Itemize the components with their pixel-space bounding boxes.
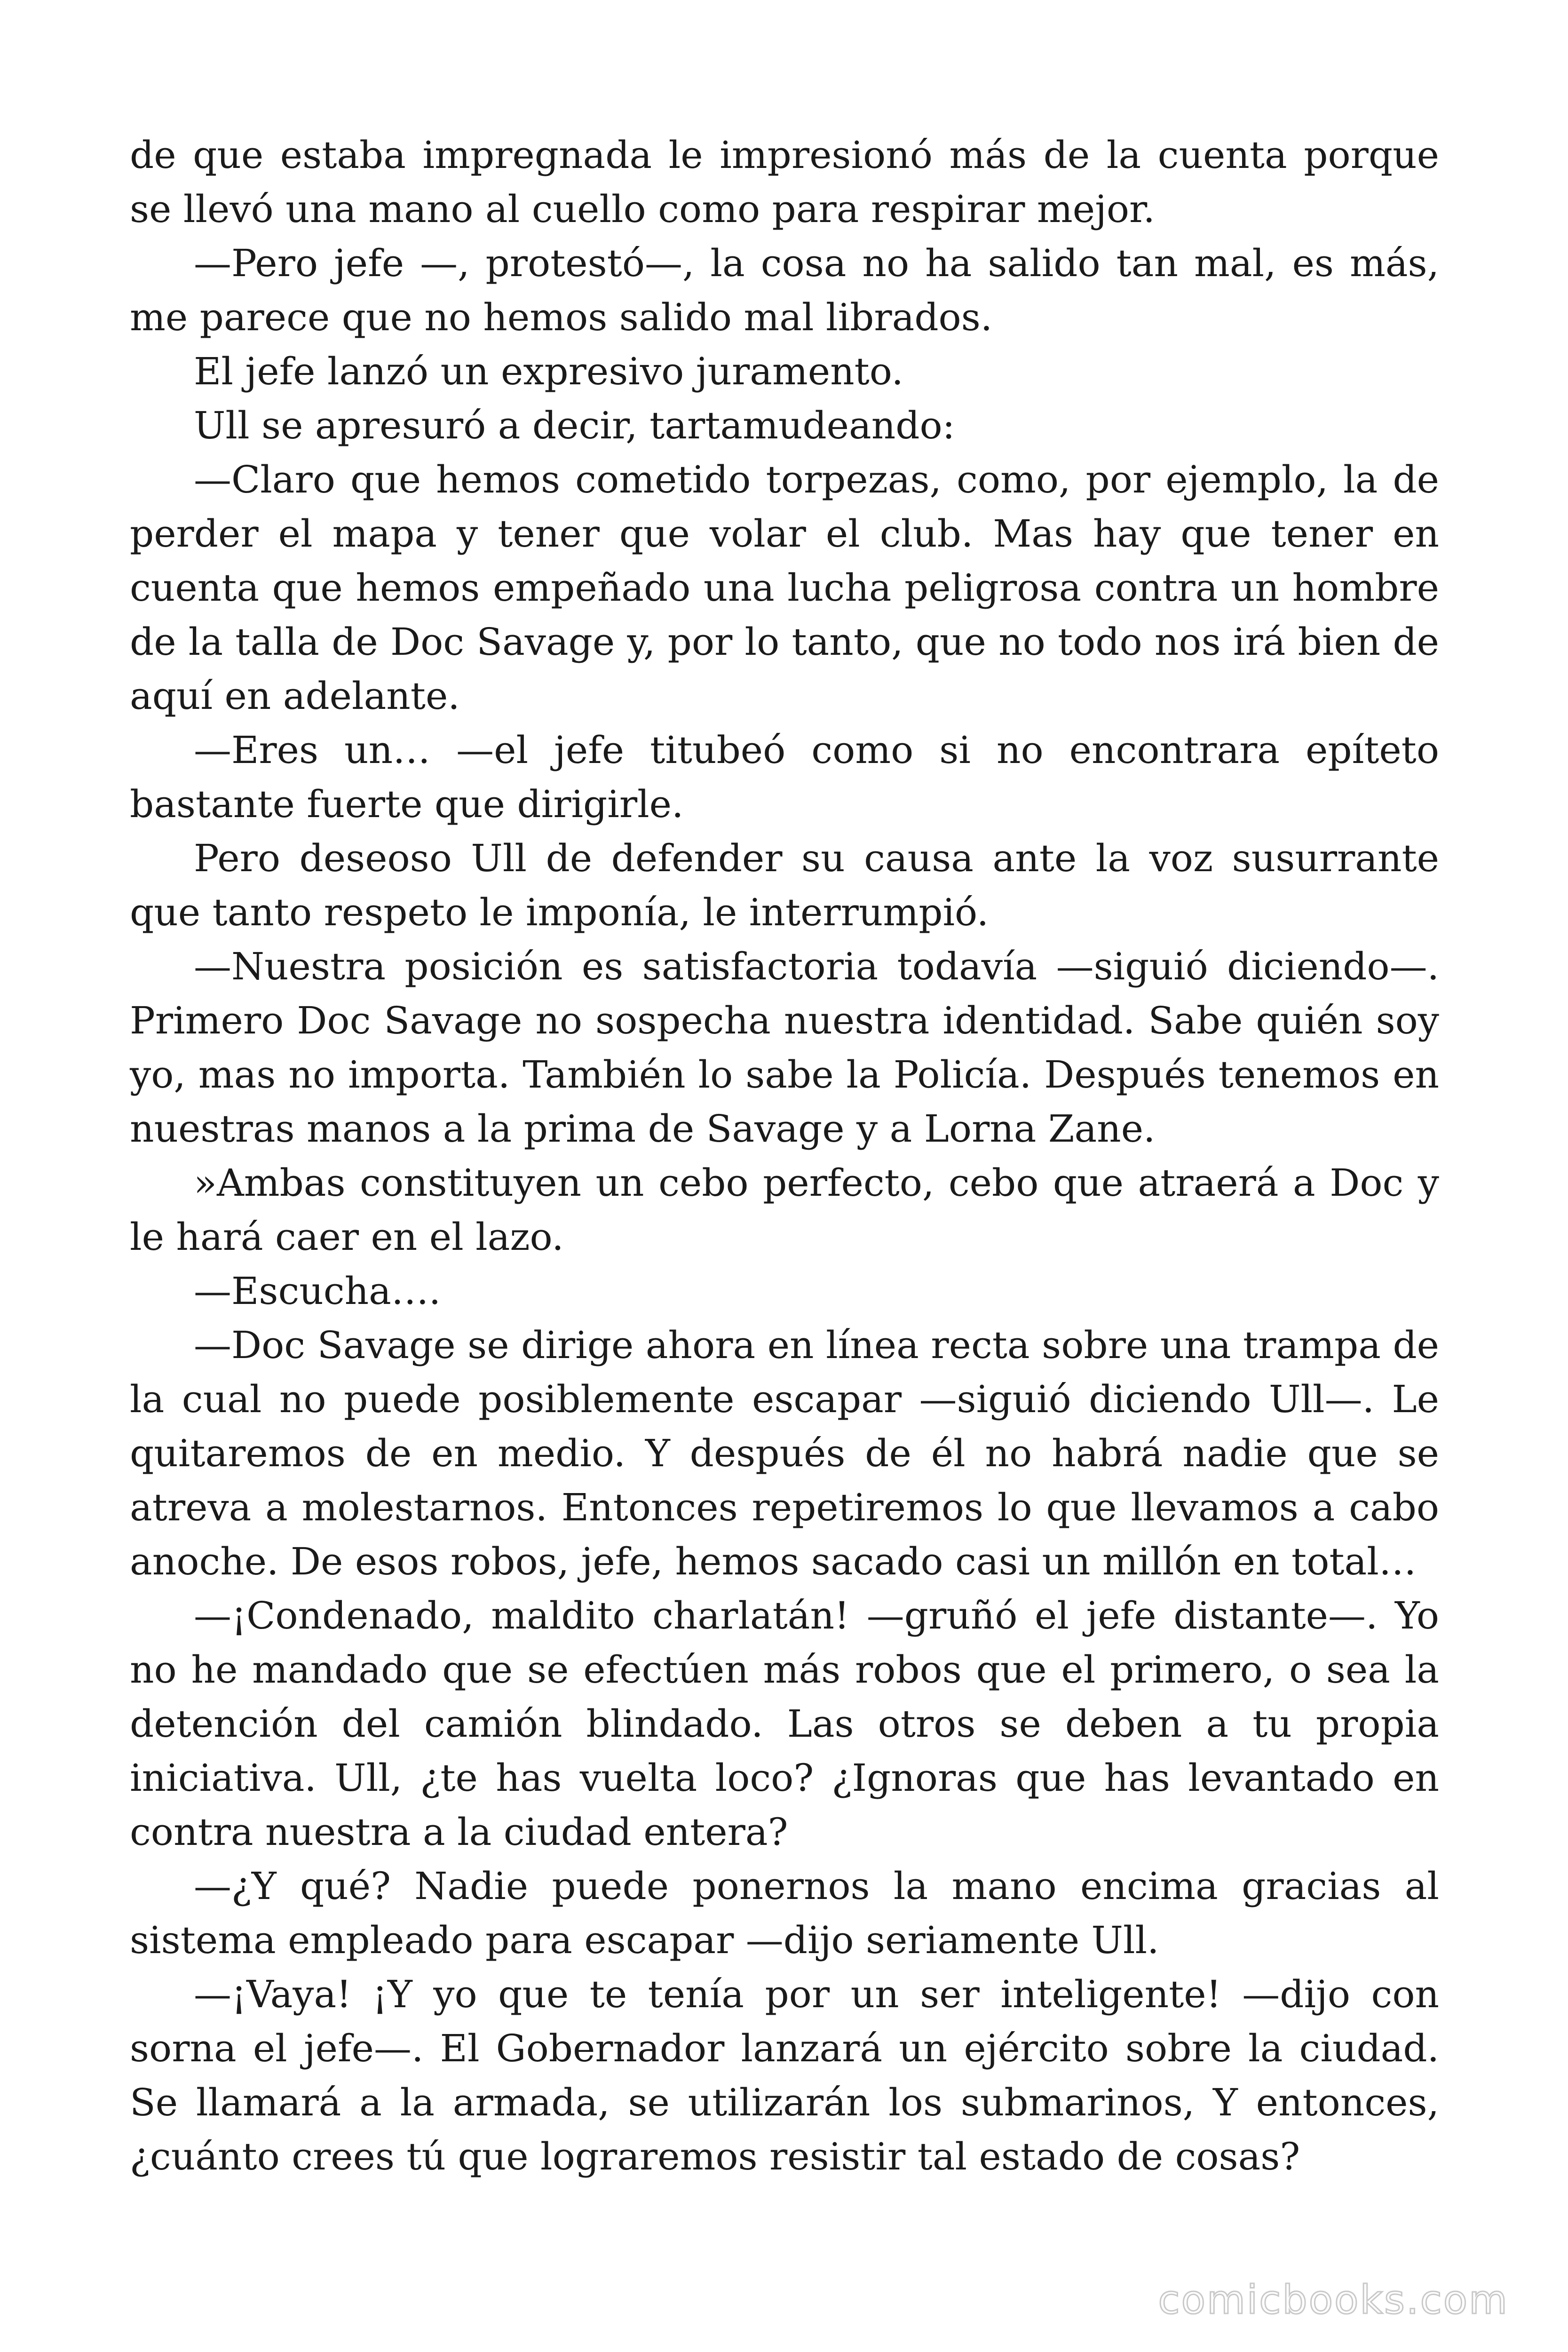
paragraph: —¿Y qué? Nadie puede ponernos la mano encima gracias al sistema empleado para escapar —dijo seriamente Ull. [130,1864,1439,1962]
paragraph: El jefe lanzó un expresivo juramento. [194,350,903,393]
paragraph: Pero deseoso Ull de defender su causa ante la voz susurrante que tanto respeto le imponía, le interrumpió. [130,836,1439,934]
paragraph: —Doc Savage se dirige ahora en línea recta sobre una trampa de la cual no puede posiblemente escapar —siguió diciendo Ull—. Le quitaremos de en medio. Y después de él no habrá nadie que se atreva a molestarnos. Entonces repetiremos lo que llevamos a cabo anoche. De esos robos, jefe, hemos sacado casi un millón en total… [130,1323,1439,1583]
paragraph: —Nuestra posición es satisfactoria todavía —siguió diciendo—. Primero Doc Savage no sospecha nuestra identidad. Sabe quién soy yo, mas no importa. También lo sabe la Policía. Después tenemos en nuestras manos a la prima de Savage y a Lorna Zane. [130,945,1439,1151]
watermark: comicbooks.com [1158,2277,1509,2323]
paragraph: —¡Vaya! ¡Y yo que te tenía por un ser inteligente! —dijo con sorna el jefe—. El Gobernador lanzará un ejército sobre la ciudad. Se llamará a la armada, se utilizarán los submarinos, Y entonces, ¿cuánto crees tú que lograremos resistir tal estado de cosas? [130,1972,1439,2178]
body-text [130,128,1439,2184]
paragraph: Ull se apresuró a decir, tartamudeando: [194,404,955,447]
paragraph: —Claro que hemos cometido torpezas, como, por ejemplo, la de perder el mapa y tener que volar el club. Mas hay que tener en cuenta que hemos empeñado una lucha peligrosa contra un hombre de la talla de Doc Savage y, por lo tanto, que no todo nos irá bien de aquí en adelante. [130,458,1439,718]
paragraph: »Ambas constituyen un cebo perfecto, cebo que atraerá a Doc y le hará caer en el lazo. [130,1161,1439,1259]
paragraph: —Pero jefe —, protestó—, la cosa no ha salido tan mal, es más, me parece que no hemos salido mal librados. [130,241,1439,339]
paragraph: —Eres un… —el jefe titubeó como si no encontrara epíteto bastante fuerte que dirigirle. [130,728,1439,826]
paragraph: —¡Condenado, maldito charlatán! —gruñó el jefe distante—. Yo no he mandado que se efectúen más robos que el primero, o sea la detención del camión blindado. Las otros se deben a tu propia iniciativa. Ull, ¿te has vuelta loco? ¿Ignoras que has levantado en contra nuestra a la ciudad entera? [130,1594,1439,1854]
paragraph: —Escucha…. [194,1269,441,1313]
paragraph-continuation: de que estaba impregnada le impresionó más de la cuenta porque se llevó una mano al cuello como para respirar mejor. [130,133,1439,231]
